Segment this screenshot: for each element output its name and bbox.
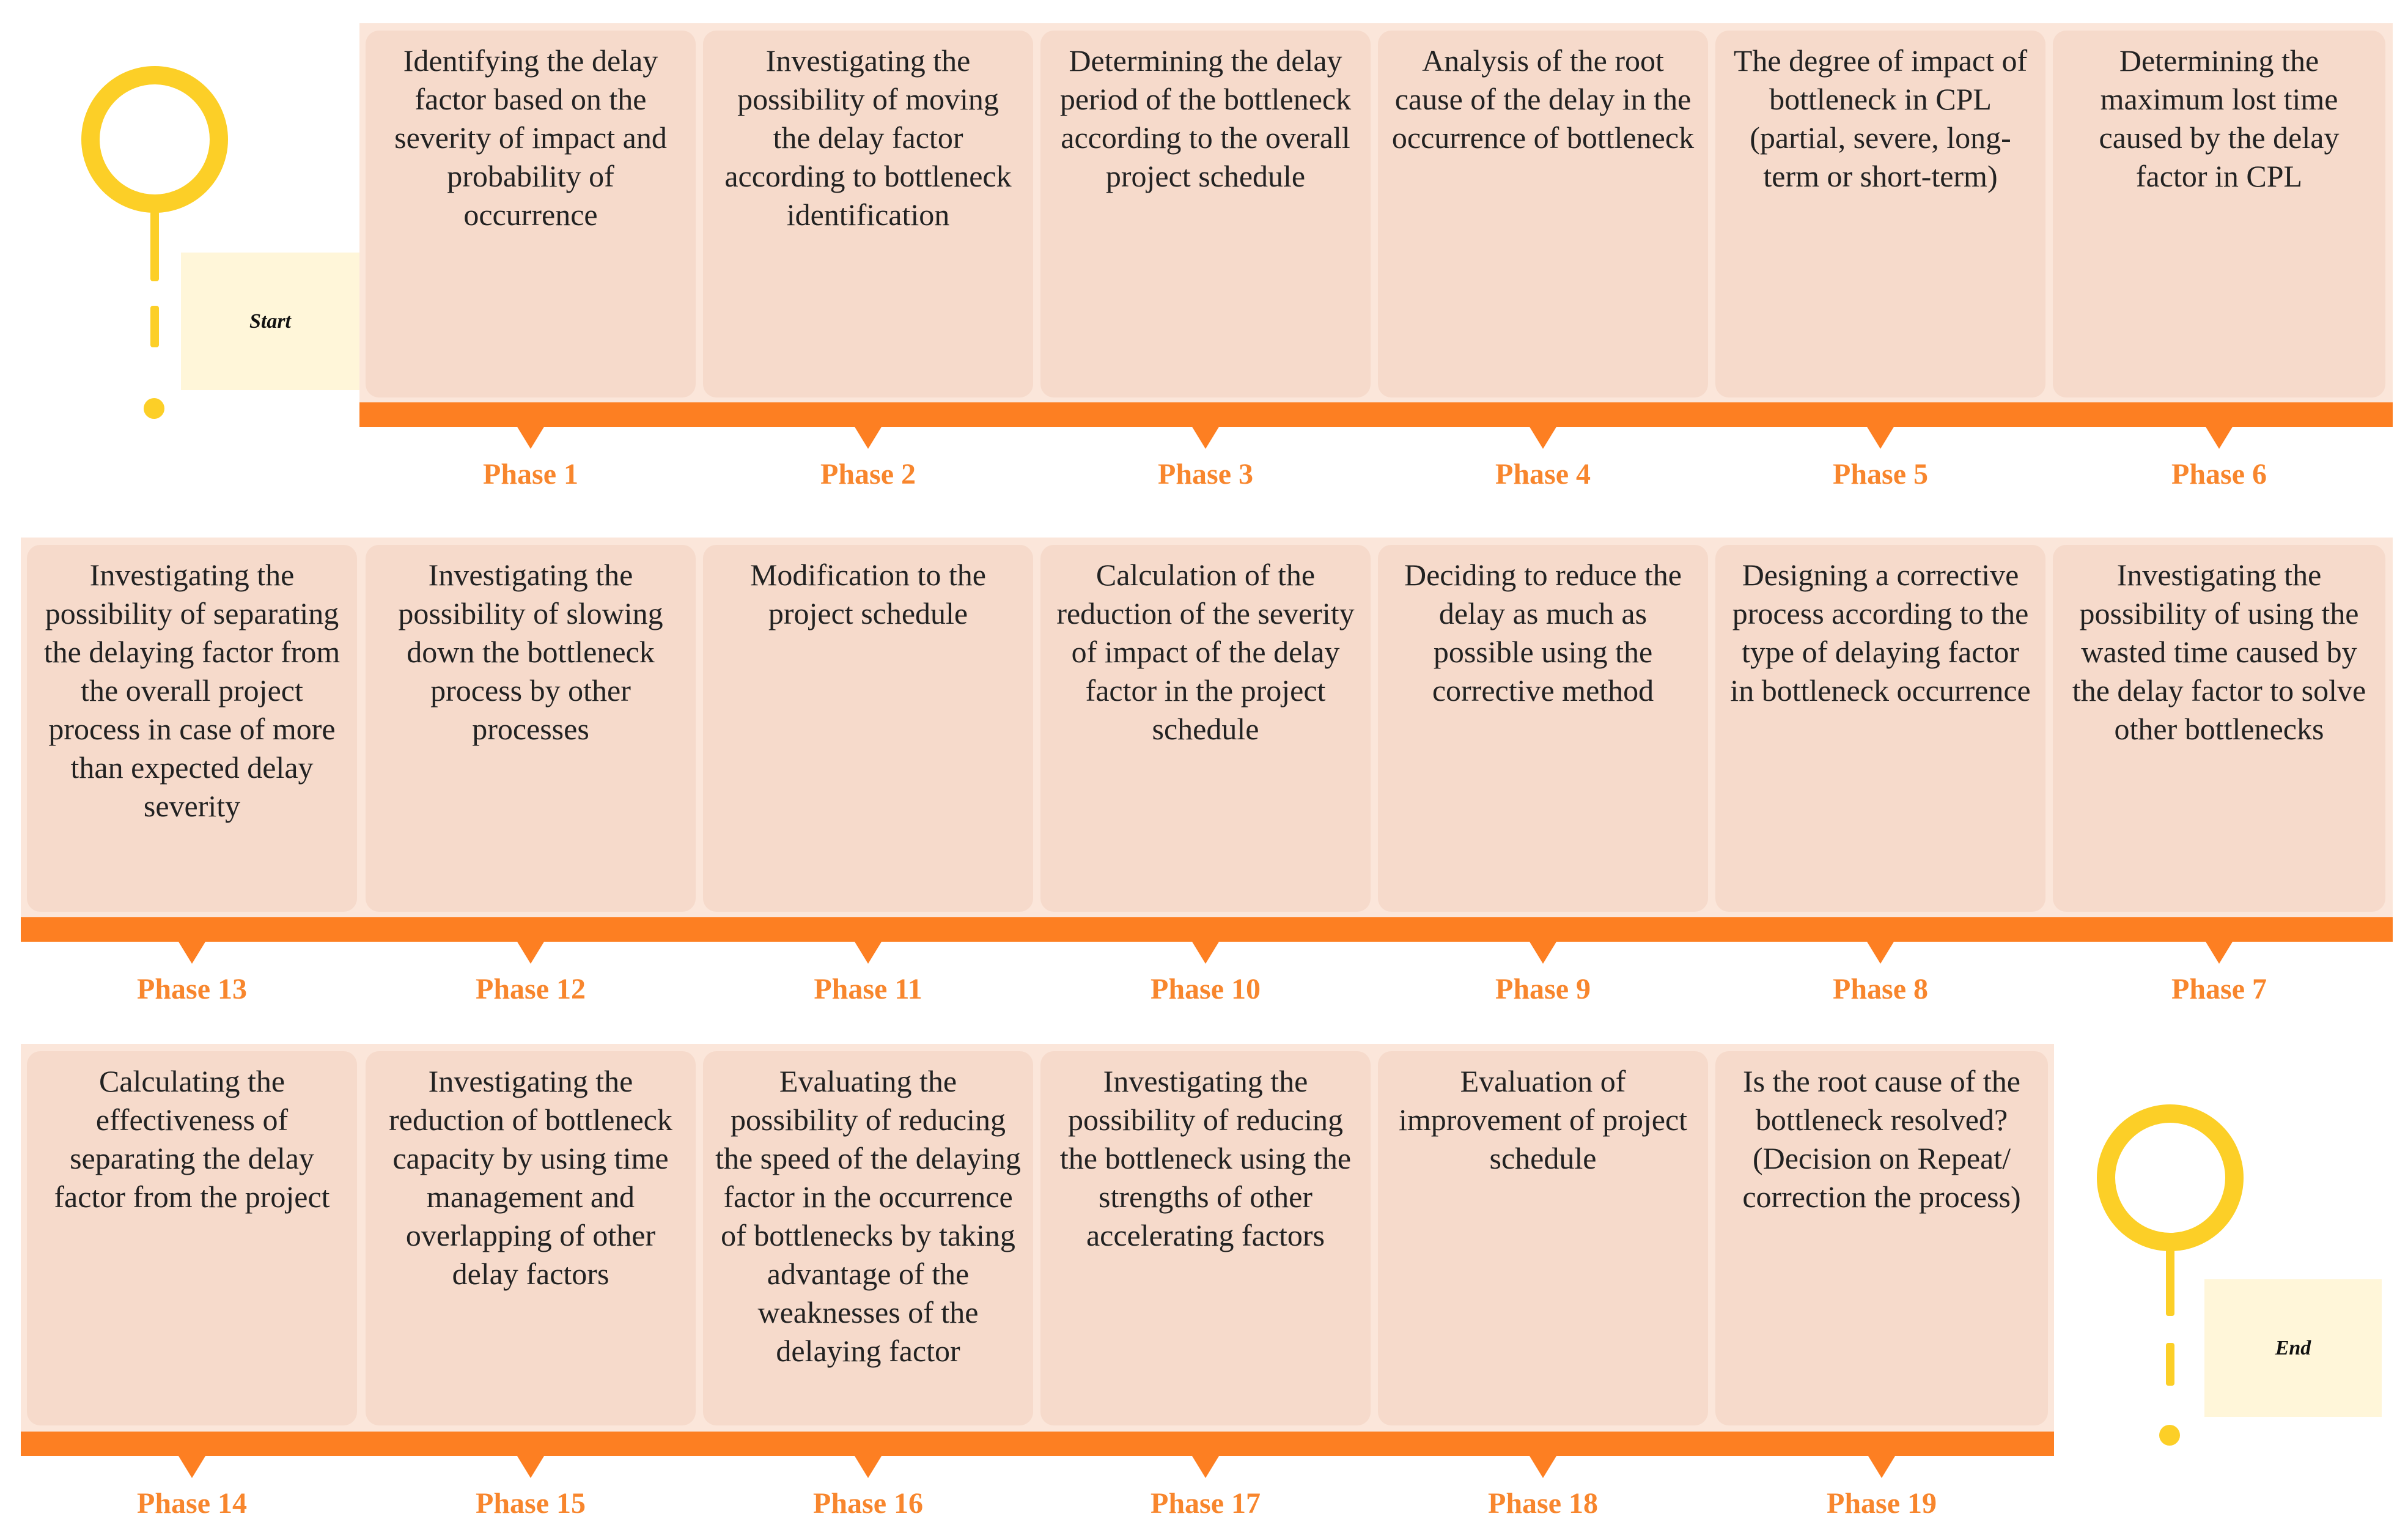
phase-9-text: Deciding to reduce the delay as much as possible using the corrective method bbox=[1404, 558, 1682, 708]
phase-19-marker bbox=[1868, 1456, 1895, 1478]
phase-14-card bbox=[27, 1051, 357, 1425]
phase-7-label: Phase 7 bbox=[2171, 973, 2267, 1005]
phase-16-marker bbox=[855, 1456, 882, 1478]
phase-3-marker bbox=[1192, 427, 1219, 449]
phase-13-label: Phase 13 bbox=[137, 973, 247, 1005]
phase-12-marker bbox=[517, 942, 544, 964]
phase-3-text: Determining the delay period of the bottleneck according to the overall project schedule bbox=[1059, 43, 1352, 193]
phase-11-text: Modification to the project schedule bbox=[749, 558, 987, 630]
phase-1-card bbox=[366, 31, 696, 397]
phase-10-text: Calculation of the reduction of the severity of impact of the delay factor in the project schedule bbox=[1056, 558, 1355, 746]
phase-6-card bbox=[2053, 31, 2385, 397]
phase-18-text: Evaluation of improvement of project schedule bbox=[1398, 1064, 1688, 1175]
phase-12-text: Investigating the possibility of slowing down the bottleneck process by other processes bbox=[398, 558, 663, 746]
phase-15-text: Investigating the reduction of bottleneck capacity by using time management and overlapping of other delay factors bbox=[389, 1064, 672, 1291]
phase-3-card bbox=[1040, 31, 1371, 397]
end-pin-stem bbox=[2166, 1249, 2174, 1316]
phase-16-card bbox=[703, 1051, 1033, 1425]
phase-3-label: Phase 3 bbox=[1158, 458, 1253, 490]
phase-2-label: Phase 2 bbox=[820, 458, 916, 490]
phase-15-card bbox=[366, 1051, 696, 1425]
end-pin-dash bbox=[2166, 1343, 2174, 1386]
phase-16-text: Evaluating the possibility of reducing the speed of the delaying factor in the occurrence of bottlenecks by taking advantage of the weaknesses of the delaying factor bbox=[715, 1064, 1021, 1368]
phase-18-label: Phase 18 bbox=[1488, 1487, 1598, 1520]
phase-5-label: Phase 5 bbox=[1833, 458, 1928, 490]
phase-4-label: Phase 4 bbox=[1495, 458, 1591, 490]
phase-11-label: Phase 11 bbox=[814, 973, 922, 1005]
phase-14-label: Phase 14 bbox=[137, 1487, 247, 1520]
phase-4-card bbox=[1378, 31, 1708, 397]
phase-13-marker bbox=[179, 942, 205, 964]
phase-18-card bbox=[1378, 1051, 1708, 1425]
phase-2-card bbox=[703, 31, 1033, 397]
phase-13-text: Investigating the possibility of separating the delaying factor from the overall project process in case of more than expected delay severity bbox=[43, 558, 341, 823]
start-pin-icon bbox=[81, 66, 228, 213]
phase-13-card bbox=[27, 545, 357, 912]
phase-17-label: Phase 17 bbox=[1151, 1487, 1261, 1520]
phase-12-label: Phase 12 bbox=[476, 973, 586, 1005]
phase-6-text: Determining the maximum lost time caused by the delay factor in CPL bbox=[2099, 43, 2340, 193]
phase-19-card bbox=[1715, 1051, 2048, 1425]
phase-7-marker bbox=[2206, 942, 2233, 964]
phase-8-label: Phase 8 bbox=[1833, 973, 1928, 1005]
phase-10-marker bbox=[1192, 942, 1219, 964]
phase-9-label: Phase 9 bbox=[1495, 973, 1591, 1005]
phase-8-marker bbox=[1867, 942, 1894, 964]
start-flag: Start bbox=[181, 253, 359, 390]
phase-9-marker bbox=[1530, 942, 1556, 964]
end-flag: End bbox=[2204, 1279, 2382, 1417]
phase-8-text: Designing a corrective process according to the type of delaying factor in bottleneck occurrence bbox=[1730, 558, 2031, 708]
phase-6-marker bbox=[2206, 427, 2233, 449]
row-3-timeline-bar bbox=[21, 1432, 2054, 1456]
phase-19-label: Phase 19 bbox=[1827, 1487, 1937, 1520]
phase-1-text: Identifying the delay factor based on the severity of impact and probability of occurrence bbox=[394, 43, 667, 232]
phase-17-text: Investigating the possibility of reducing the bottleneck using the strengths of other accelerating factors bbox=[1059, 1064, 1352, 1252]
end-pin-dot bbox=[2159, 1425, 2180, 1446]
phase-15-marker bbox=[517, 1456, 544, 1478]
start-pin-dot bbox=[144, 398, 164, 419]
phase-5-text: The degree of impact of bottleneck in CPL (partial, severe, long-term or short-term) bbox=[1733, 43, 2028, 193]
phase-7-card bbox=[2053, 545, 2385, 912]
phase-4-text: Analysis of the root cause of the delay in the occurrence of bottleneck bbox=[1391, 43, 1695, 155]
phase-11-card bbox=[703, 545, 1033, 912]
phase-19-text: Is the root cause of the bottleneck resolved? (Decision on Repeat/ correction the process) bbox=[1742, 1064, 2021, 1214]
phase-1-marker bbox=[517, 427, 544, 449]
end-pin-icon bbox=[2097, 1104, 2244, 1251]
phase-9-card bbox=[1378, 545, 1708, 912]
phase-16-label: Phase 16 bbox=[813, 1487, 923, 1520]
start-pin-dash bbox=[150, 306, 159, 347]
phase-18-marker bbox=[1530, 1456, 1556, 1478]
row-1-timeline-bar bbox=[359, 402, 2393, 427]
phase-5-marker bbox=[1867, 427, 1894, 449]
phase-7-text: Investigating the possibility of using the wasted time caused by the delay factor to solve other bottlenecks bbox=[2072, 558, 2366, 746]
phase-15-label: Phase 15 bbox=[476, 1487, 586, 1520]
phase-10-card bbox=[1040, 545, 1371, 912]
phase-10-label: Phase 10 bbox=[1151, 973, 1261, 1005]
phase-17-marker bbox=[1192, 1456, 1219, 1478]
phase-17-card bbox=[1040, 1051, 1371, 1425]
phase-14-text: Calculating the effectiveness of separating the delay factor from the project bbox=[54, 1064, 330, 1214]
phase-5-card bbox=[1715, 31, 2045, 397]
start-pin-stem bbox=[150, 211, 159, 281]
phase-11-marker bbox=[855, 942, 882, 964]
phase-1-label: Phase 1 bbox=[483, 458, 578, 490]
phase-12-card bbox=[366, 545, 696, 912]
phase-2-text: Investigating the possibility of moving the delay factor according to bottleneck identification bbox=[724, 43, 1012, 232]
row-2-timeline-bar bbox=[21, 917, 2393, 942]
phase-14-marker bbox=[179, 1456, 205, 1478]
phase-8-card bbox=[1715, 545, 2045, 912]
phase-2-marker bbox=[855, 427, 882, 449]
phase-6-label: Phase 6 bbox=[2171, 458, 2267, 490]
phase-4-marker bbox=[1530, 427, 1556, 449]
